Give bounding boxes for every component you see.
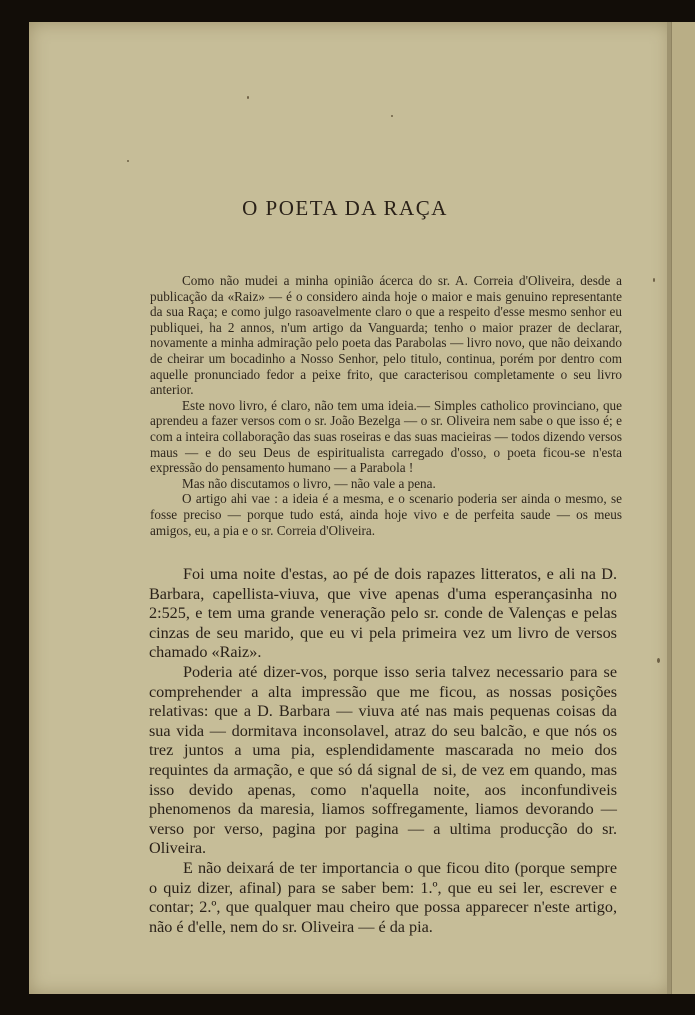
intro-paragraph: Mas não discutamos o livro, — não vale a pena. [182,475,436,491]
intro-paragraph: Como não mudei a minha opinião ácerca do sr. A. Correia d'Oliveira, desde a publicação da «Raiz» — é o considero ainda hoje o maior e mais genuino representante da sua Raça; e como julgo rasoavelmente claro o que a respeito d'esse mesmo senhor eu publiquei, ha 2 annos, n'um artigo da Vanguarda; tenho o maior prazer de declarar, novamente a minha admiração pelo poeta das Parabolas — livro novo, que não deixando de cheirar um bocadinho a Nosso Senhor, pelo titulo, continua, porém por dentro com aquelle pronunciado fedor a peixe frito, que caracterisou completamente o seu livro anterior. [150,273,622,398]
paper-speck [391,115,393,117]
intro-paragraph: O artigo ahi vae : a ideia é a mesma, e o scenario poderia ser ainda o mesmo, se fosse preciso — porque tudo está, ainda hoje vivo e de perfeita saude — os meus amigos, eu, a pia e o sr. Correia d'Oliveira. [150,491,622,538]
article-body [149,565,617,937]
facing-page-edge [671,22,695,994]
paper-speck [247,96,249,99]
paper-speck [657,658,660,663]
page-title: O POETA DA RAÇA [242,196,448,220]
body-paragraph: E não deixará de ter importancia o que ficou dito (porque sempre o quiz dizer, afinal) para se saber bem: 1.º, que eu sei ler, escrever e contar; 2.º, que qualquer mau cheiro que possa apparecer n'este artigo, não é d'elle, nem do sr. Oliveira — é da pia. [149,858,617,936]
body-paragraph: Poderia até dizer-vos, porque isso seria talvez necessario para se comprehender a alta impressão que me ficou, as nossas posições relativas: que a D. Barbara — viuva até nas mais pequenas coisas da sua vida — dormitava inconsolavel, atraz do seu balcão, e que nós os trez juntos a uma pia, esplendidamente mascarada no meio dos requintes da armação, e que só dá signal de si, de vez em quando, mas isso devido apenas, como n'aquella noite, aos inconfundiveis phenomenos da maresia, liamos soffregamente, liamos devorando — verso por verso, pagina por pagina — a ultima producção do sr. Oliveira. [149,662,617,858]
intro-block [150,273,622,538]
body-paragraph: Foi uma noite d'estas, ao pé de dois rapazes litteratos, e ali na D. Barbara, capellista-viuva, que vive apenas d'uma esperançasinha no 2:525, e tem uma grande veneração pelo sr. conde de Valenças e pelas cinzas de seu marido, que eu vi pela primeira vez um livro de versos chamado «Raiz». [149,565,617,662]
intro-paragraph: Este novo livro, é claro, não tem uma ideia.— Simples catholico provinciano, que aprendeu a fazer versos com o sr. João Bezelga — o sr. Oliveira nem sabe o que isso é; e com a inteira collaboração das suas roseiras e das suas macieiras — todos dizendo versos maus — e do seu Deus de espiritualista carregado d'osso, o poeta ficou-se n'esta expressão do pensamento humano — a Parabola ! [150,397,622,476]
paper-speck [653,278,655,282]
paper-speck [127,160,129,162]
